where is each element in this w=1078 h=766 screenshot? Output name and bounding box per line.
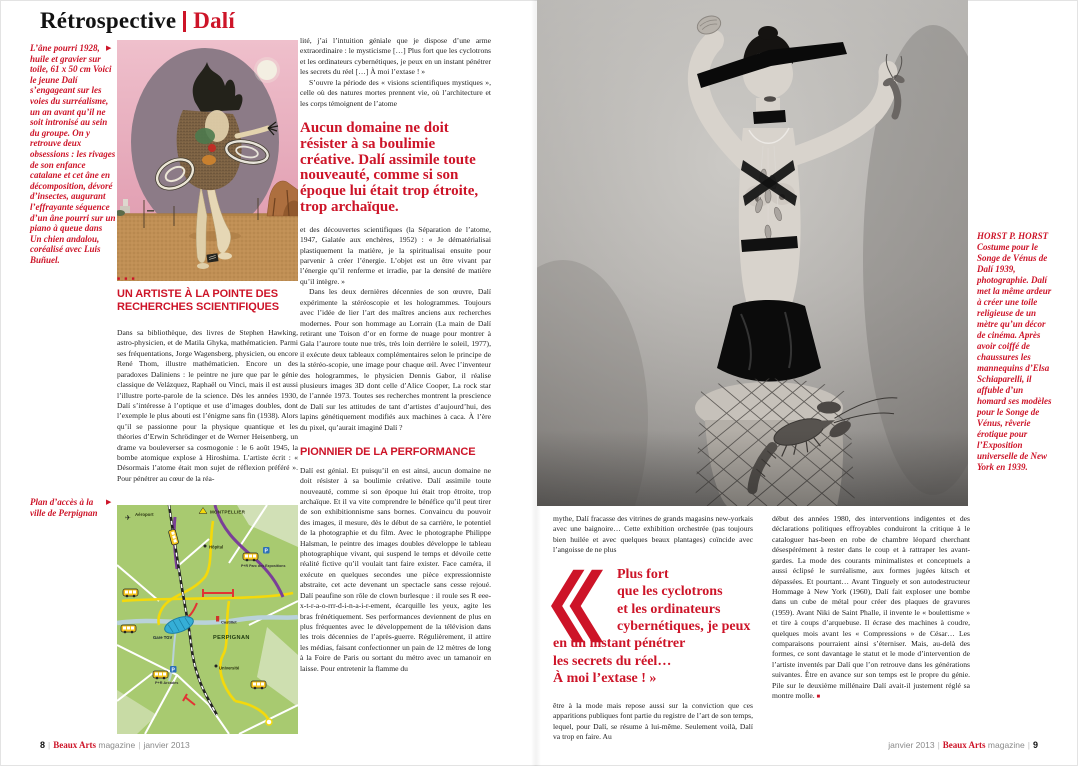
paragraph-text: début des années 1980, des interventions indigentes et des déclarations politiques effroyables conduiront la critique à le cataloguer has-been en robe de chambre léopard cherchant désespérément à rester dans le coup et à rattraper les avant-gardes. La mode des courants minimalistes et conceptuels a aussi éclipsé le surréalisme, aux formes jugées kitsch et dépassées. Et pourtant… Avant Tinguely et son autodestructeur Hommage à New York (1960), Dalí fait exploser une bombe dans un cube de métal pour créer des plaques de gravures (1959). Avant Niki de Saint Phalle, il invente le « boulettisme » et tire à coups d’arquebuse. Il écrase des machines à coudre, quelques mois avant les « Compressions » de César… Les comparaisons pourraient ainsi s’éterniser. Mais, au-delà des formes, ce sont davantage le statut et le mode d’intervention de l’artiste inventés par Dalí que l’on retrouve dans les générations suivantes. Être en avance sur son temps est le propre du génie. Pile sur le deuxième millénaire Dalí avait-il justement réglé sa montre molle. — [772, 514, 970, 701]
page-number: 8 — [40, 740, 46, 750]
map-label-aeroport: Aéroport — [135, 512, 154, 517]
open-quote-icon — [551, 568, 603, 644]
footer-date: janvier 2013 — [888, 740, 935, 750]
map-label-perpignan: PERPIGNAN — [213, 635, 250, 641]
pull-quote-line: en un instant pénétrer — [553, 636, 686, 652]
map-label-gare-tgv: Gare TGV — [153, 635, 173, 640]
map-label-universite: Université — [219, 665, 240, 671]
paragraph: Dalí est génial. Et puisqu’il en est ainsi, aucun domaine ne doit résister à sa boulimie créative. Dalí assimile toute nouveauté, comme si son époque lui était trop étroite, trop archaïque. Et il va vite comprendre le bénéfice qu’il peut tirer de son exhibitionnisme sans bornes. Convaincu du pouvoir des images, il mesure, dès le début de sa carrière, le potentiel de la photographie et du film. Avec le photographe Philippe Halsman, le peintre des images doubles développe le tableau photographique vivant, qui suspend le temps et dévoile cette réalité fictive qu’il voulait tant faire exister. Face caméra, il exécute en quelques secondes une pièce expressionniste abstraite, cet acte devenant un spectacle sans cesse rejoué. Dalí peaufine son rôle de clown burlesque : il roule ses R eee-x-t-r-a-o-rrr-d-i-n-a-i-r-ement, écarquille les yeux, agite les bras frénétiquement. Ses performances deviennent de plus en plus fréquentes avec le développement de la télévision dans les trois décennies de l’après-guerre. Régulièrement, il attire les médias, faisant confectionner un pain de 12 mètres de long à la Foire de Paris ou sortant du métro avec un tamanoir en laisse. Pour entretenir la flamme du — [300, 465, 491, 673]
paragraph: S’ouvre la période des « visions scientifiques mystiques », celle où des natures mortes prennent vie, où l’architecture et les corps témoignent de l’atome — [300, 77, 491, 108]
plane-icon: ✈ — [125, 515, 131, 522]
map-caption: Plan d’accès à la ville de Perpignan — [30, 497, 98, 518]
article-end-icon: ■ — [816, 694, 821, 701]
book-on-sand — [206, 253, 218, 262]
photo-caption: HORST P. HORST Costume pour le Songe de Vénus de Dalí 1939, photographie. Dalí met la même ardeur à créer une toile religieuse de un mètre qu’un décor de cinéma. Après avoir coiffé de chaussures les mannequins d’Elsa Schiaparelli, il affuble d’un homard ses modèles pour le Songe de Vénus, rêverie érotique pour l’Exposition universelle de New York en 1939. — [977, 231, 1052, 472]
map-label-castillet: Castillet — [221, 619, 237, 625]
painting-caption: L’âne pourri 1928, huile et gravier sur toile, 61 x 50 cm Voici le jeune Dalí s’engageant sur les voies du surréalisme, un an avant qu’il ne soit intronisé au sein du groupe. On y retrouve deux obsessions : les rivages de son enfance catalane et cet âne en décomposition, dévoré d’insectes, augurant l’effrayante séquence d’un âne pourri sur un piano à queue dans Un chien andalou, coréalisé avec Luis Buñuel. — [30, 43, 116, 265]
pull-quote-line: À moi l’extase ! » — [553, 671, 657, 687]
pull-quote-line: Plus fort — [617, 566, 669, 582]
footer-right — [888, 740, 1038, 750]
pull-quote-line: et les ordinateurs — [617, 601, 721, 617]
page-number: 9 — [1032, 740, 1038, 750]
map-label-montpellier: MONTPELLIER — [210, 509, 246, 515]
painting-image — [117, 40, 298, 281]
title-divider — [183, 11, 186, 32]
footer-separator: | — [937, 740, 940, 750]
pull-quote-1: Aucun domaine ne doit résister à sa boulimie créative. Dalí assimile toute nouveauté, comme si son époque lui était trop étroite, trop archaïque. — [300, 119, 479, 215]
section-heading-1: UN ARTISTE À LA POINTE DES RECHERCHES SCIENTIFIQUES — [117, 288, 280, 313]
map-label-pr-arcades: P+R Arcades — [155, 681, 179, 685]
body-column-4 — [772, 514, 970, 703]
caption-arrow-icon: ▶ — [106, 498, 112, 506]
section-marker-icon: ■ ■ ■ — [117, 277, 137, 282]
map-image — [117, 505, 298, 734]
magazine-suffix: magazine — [987, 740, 1025, 750]
paragraph — [772, 514, 970, 703]
paragraph: mythe, Dalí fracasse des vitrines de grands magasins new-yorkais avec une baignoire… Cette exhibition orchestrée (pas toujours bien huilée et avec quelques beaux plantages) coïncide avec l’angoisse de ne plus — [553, 514, 753, 555]
page-title: Rétrospective — [40, 8, 177, 33]
paragraph: et des découvertes scientifiques (la Séparation de l’atome, 1947, Galatée aux enchères, 1952) : « Je dématérialisai plastiquement la matière, je la spiritualisai ensuite pour parvenir à créer l’énergie. L’objet est un être vivant par l’énergie qu’il renferme et irradie, par la densité de matière qu’il intègre. » — [300, 224, 491, 286]
photo-image — [537, 0, 968, 506]
paragraph: Dans les deux dernières décennies de son œuvre, Dalí expérimente la stéréoscopie et les hologrammes. Toujours avec l’idée de lier l’art des maîtres anciens aux recherches modernes. Pour son hommage au Lorrain (La main de Dalí retirant une Toison d’or en forme de nuage pour montrer à Gala l’aurore toute nue très, très loin derrière le soleil, 1977), il exécute deux tableaux complémentaires selon le principe de la stéréo-scopie, une image pour chaque œil. Avec l’inventeur des hologrammes, le physicien Dennis Gabor, il réalise plusieurs images 3D dont celle d’Alice Cooper, La rock star de l’année 1973. Toutes ses recherches montrent la prescience de Dalí sur les attitudes de tant d’artistes d’aujourd’hui, des lapins génétiquement modifiés aux machines à caca. À l’ère du pixel, qu’aurait imaginé Dalí ? — [300, 287, 491, 432]
page-title-accent: Dalí — [193, 8, 235, 33]
caption-arrow-icon: ▶ — [106, 44, 112, 52]
article-header — [40, 8, 235, 34]
footer-separator: | — [138, 740, 141, 750]
moon — [257, 60, 277, 80]
section-heading-2: PIONNIER DE LA PERFORMANCE — [300, 446, 476, 459]
castillet-icon — [216, 616, 219, 622]
body-column-3 — [553, 514, 753, 742]
magazine-suffix: magazine — [98, 740, 136, 750]
body-column-1: Dans sa bibliothèque, des livres de Stephen Hawking, astro-physicien, et de Matila Ghyka, mathématicien. Parmi ses fréquentations, Jorge Wagensberg, physicien, ou encore René Thom, illustre mathématicien. Encore un des paradoxes Daliniens : le peintre ne jure que par le génie classique de Velázquez, Raphaël ou Vinci, mais il est aussi l’illustre porte-parole de la science. Dès les années 1930, Dalí s’intéresse à l’optique et use d’images doubles, dont l’exemple le plus abouti est l’énigme sans fin (1938). Alors qu’il se passionne pour la physique quantique et les théories d’Erwin Schrödinger et de Werner Heisenberg, un drame va bouleverser sa cosmogonie : le 6 août 1945, la bombe atomique explose à Hiroshima. L’artiste écrit : « Désormais l’atome était mon sujet de réflexion préféré ». Pour pénétrer au cœur de la réa- — [117, 328, 298, 483]
map-label-pr-expositions: P+R Parc des Expositions — [241, 564, 286, 568]
footer-date: janvier 2013 — [143, 740, 190, 750]
magazine-brand: Beaux Arts — [53, 740, 96, 750]
pull-quote-line: que les cyclotrons — [617, 584, 723, 600]
pull-quote-line: cybernétiques, je peux — [617, 618, 751, 634]
magazine-brand: Beaux Arts — [942, 740, 986, 750]
paragraph: être à la mode mais repose aussi sur la conviction que ces apparitions publiques font partie du registre de l’art de son temps, lequel, pour Dalí, se résume à lui-même. Seulement voilà, Dalí va trop en faire. Au — [553, 700, 753, 741]
pull-quote-line: les secrets du réel… — [553, 653, 672, 669]
paragraph: lité, j’ai l’intuition géniale que je dispose d’une arme extraordinaire : le mysticisme […] Plus fort que les cyclotrons et les ordinateurs cybernétiques, je peux en un instant pénétrer les secrets du réel […] À moi l’extase ! » — [300, 36, 491, 77]
body-column-2 — [300, 36, 491, 746]
svg-text:P: P — [171, 667, 175, 674]
footer-separator: | — [48, 740, 51, 750]
map-label-hopital: Hôpital — [209, 544, 224, 550]
pull-quote-2 — [553, 566, 753, 692]
footer-left — [40, 740, 190, 750]
svg-text:P: P — [264, 548, 268, 555]
footer-separator: | — [1027, 740, 1030, 750]
